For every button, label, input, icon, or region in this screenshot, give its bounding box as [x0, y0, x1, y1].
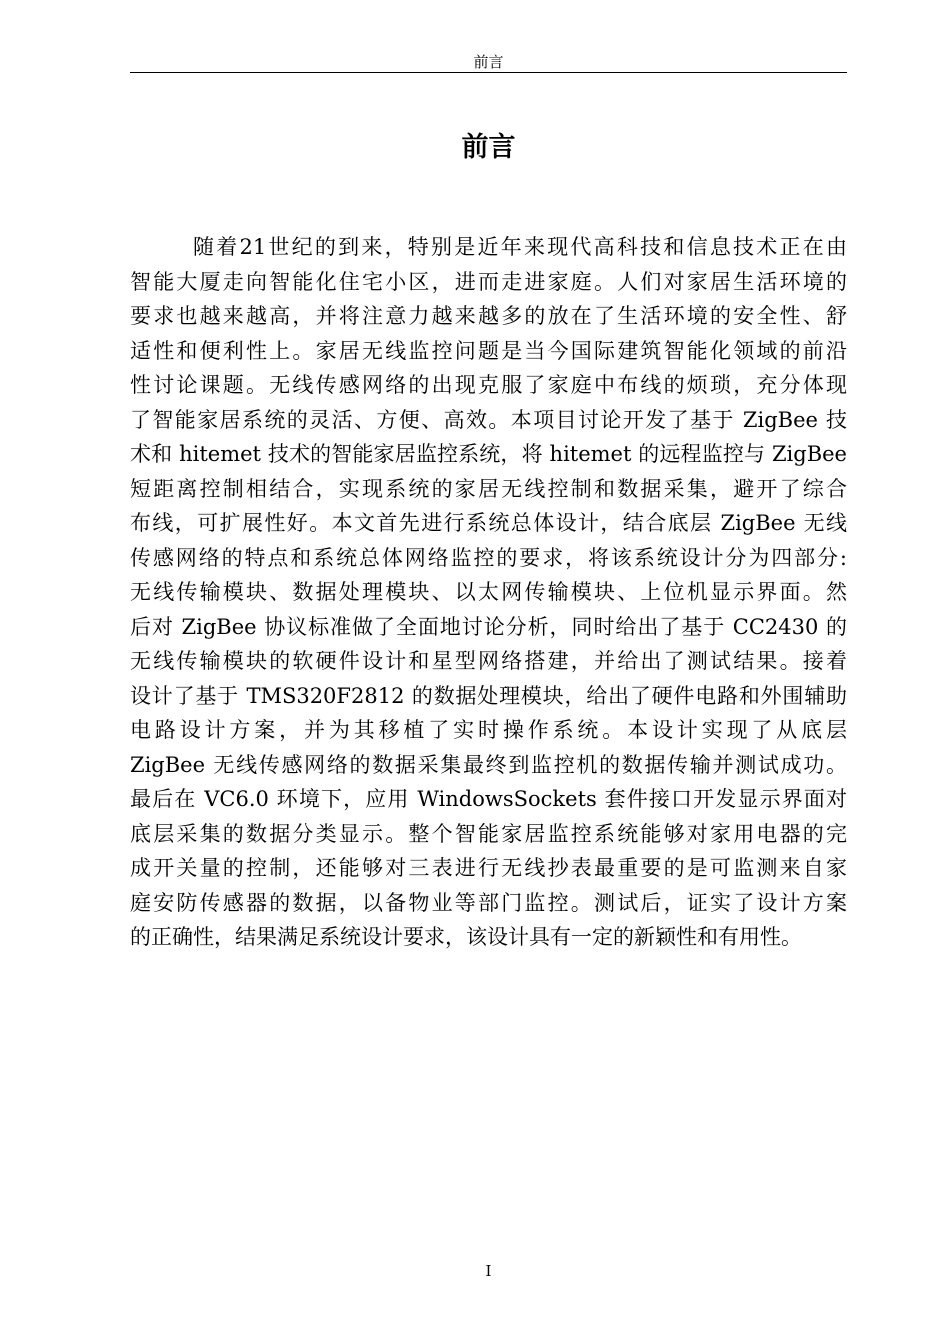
paragraph-line: 最后在 VC6.0 环境下，应用 WindowsSockets 套件接口开发显示界面对 [130, 787, 847, 811]
paragraph-line: 庭安防传感器的数据，以备物业等部门监控。测试后，证实了设计方案 [130, 890, 847, 915]
paragraph-line: 底层采集的数据分类显示。整个智能家居监控系统能够对家用电器的完 [130, 821, 847, 846]
paragraph-line: 术和 hitemet 技术的智能家居监控系统，将 hitemet 的远程监控与 ZigBee [130, 442, 847, 466]
paragraph-line: 布线，可扩展性好。本文首先进行系统总体设计，结合底层 ZigBee 无线 [130, 511, 847, 535]
paragraph-line: 要求也越来越高，并将注意力越来越多的放在了生活环境的安全性、舒 [130, 304, 847, 328]
paragraph-line: 设计了基于 TMS320F2812 的数据处理模块，给出了硬件电路和外围辅助 [130, 683, 847, 708]
paragraph-line: 短距离控制相结合，实现系统的家居无线控制和数据采集，避开了综合 [130, 476, 847, 501]
paragraph-line: 无线传输模块的软硬件设计和星型网络搭建，并给出了测试结果。接着 [130, 649, 847, 673]
paragraph-line: 性讨论课题。无线传感网络的出现克服了家庭中布线的烦琐，充分体现 [130, 373, 847, 397]
paragraph-line: 智能大厦走向智能化住宅小区，进而走进家庭。人们对家居生活环境的 [130, 269, 847, 294]
page-number: I [485, 1262, 492, 1280]
paragraph-line: 电路设计方案，并为其移植了实时操作系统。本设计实现了从底层 [130, 718, 847, 742]
preface-paragraph [130, 230, 847, 955]
running-header: 前言 [473, 53, 504, 71]
paragraph-line: 适性和便利性上。家居无线监控问题是当今国际建筑智能化领域的前沿 [130, 338, 847, 363]
page-title: 前言 [461, 132, 516, 163]
paragraph-line: 的正确性，结果满足系统设计要求，该设计具有一定的新颖性和有用性。 [130, 925, 802, 949]
paragraph-line: 无线传输模块、数据处理模块、以太网传输模块、上位机显示界面。然 [130, 580, 847, 604]
paragraph-line: 传感网络的特点和系统总体网络监控的要求，将该系统设计分为四部分: [130, 545, 847, 570]
header-rule [130, 72, 847, 73]
paragraph-line: 了智能家居系统的灵活、方便、高效。本项目讨论开发了基于 ZigBee 技 [130, 407, 847, 432]
paragraph-line: 随着21世纪的到来，特别是近年来现代高科技和信息技术正在由 [193, 235, 847, 259]
paragraph-line: ZigBee 无线传感网络的数据采集最终到监控机的数据传输并测试成功。 [130, 752, 847, 777]
paragraph-line: 成开关量的控制，还能够对三表进行无线抄表最重要的是可监测来自家 [130, 856, 847, 880]
paragraph-line: 后对 ZigBee 协议标准做了全面地讨论分析，同时给出了基于 CC2430 的 [130, 614, 847, 639]
